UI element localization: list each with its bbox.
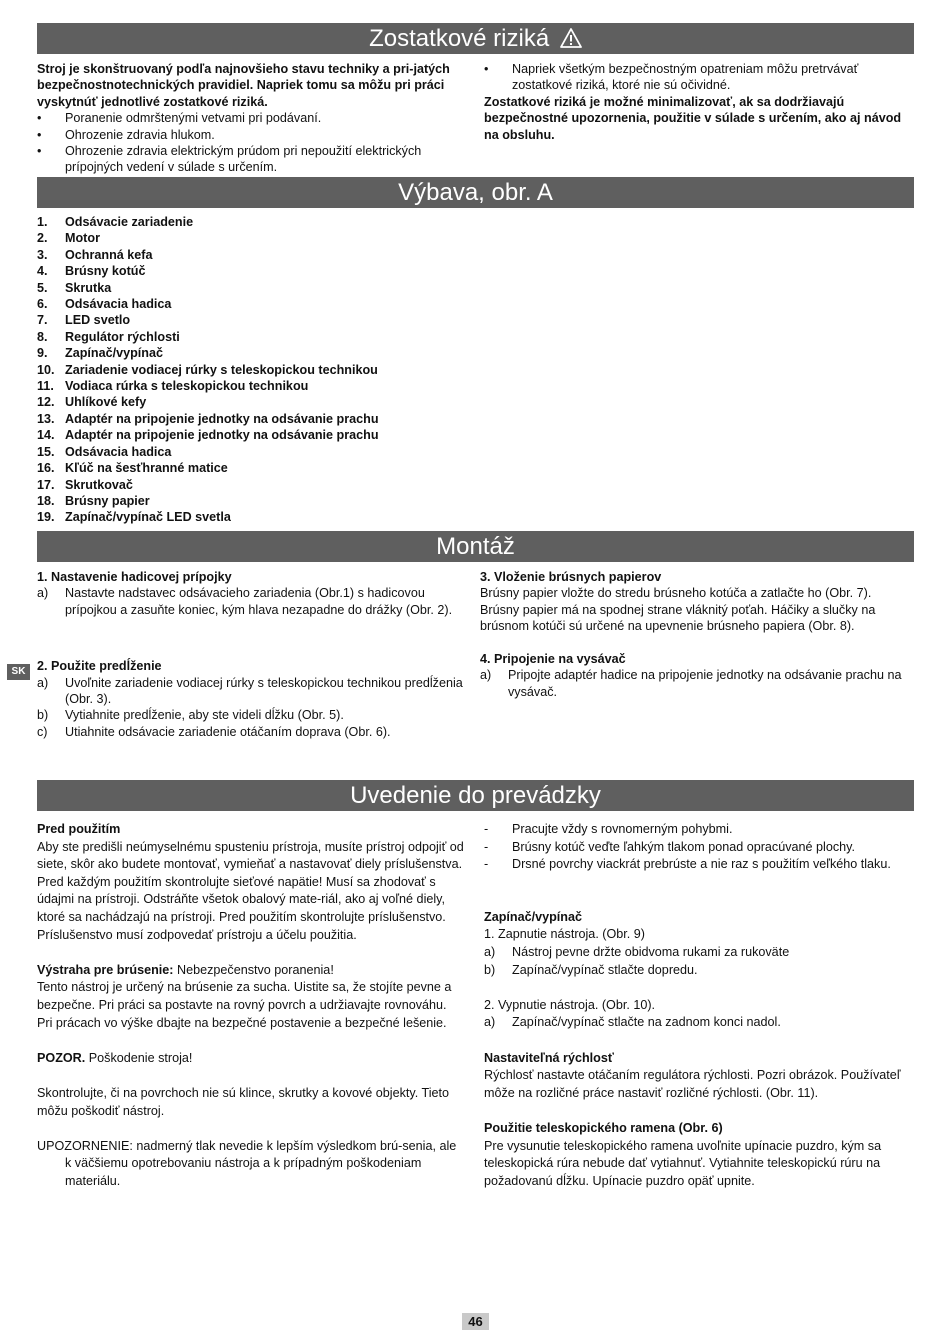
section-header-equipment xyxy=(37,177,914,208)
list-item: • Poranenie odmrštenými vetvami pri podávaní. xyxy=(37,111,322,126)
paragraph: Rýchlosť nastavte otáčaním regulátora rýchlosti. Pozri obrázok. Používateľ môže na rozličné práce nastaviť rozličné rýchlosti. (Obr. 11). xyxy=(484,1068,901,1100)
paragraph: Tento nástroj je určený na brúsenie za sucha. Uistite sa, že stojíte pevne a bezpečne. Pri práci sa postavte na rovný povrch a udržiavajte rovnováhu. Pri prácach vo výške dbajte na bezpečné postavenie a bezpečné lešenie. xyxy=(37,980,452,1030)
risks-intro: Stroj je skonštruovaný podľa najnovšieho stavu techniky a pri-jatých bezpečnostnotechnických pravidiel. Napriek tomu sa môžu pri práci vyskytnúť jednotlivé zostatkové riziká. xyxy=(37,62,450,109)
list-item: 17. Skrutkovač xyxy=(37,477,133,492)
list-item: 6. Odsávacia hadica xyxy=(37,297,172,312)
list-item: a) Nastavte nadstavec odsávacieho zariadenia (Obr.1) s hadicovou prípojkou a zasuňte koniec, kým hlava nezapadne do drážky (Obr. 2). xyxy=(37,586,453,617)
list-item: 4. Brúsny kotúč xyxy=(37,264,146,279)
list-item: 18. Brúsny papier xyxy=(37,493,150,508)
list-item: 13. Adaptér na pripojenie jednotky na odsávanie prachu xyxy=(37,411,379,426)
section-header-assembly xyxy=(37,531,914,562)
risks-conclusion: Zostatkové riziká je možné minimalizovať, ak sa dodržiavajú bezpečnostné upozornenia, použitie v súlade s určením, ako aj návod na obsluhu. xyxy=(484,94,902,142)
subsection-heading: Použitie teleskopického ramena (Obr. 6) xyxy=(484,1120,723,1135)
assembly-left-column xyxy=(37,569,463,740)
language-tab: SK xyxy=(7,664,30,680)
section-header-risks xyxy=(37,23,914,54)
list-item: 16. Kľúč na šesťhranné matice xyxy=(37,461,228,476)
warning-line: Výstraha pre brúsenie: Nebezpečenstvo poranenia! xyxy=(37,962,334,977)
section-title: Uvedenie do prevádzky xyxy=(350,782,601,809)
section-title: Výbava, obr. A xyxy=(398,179,553,206)
list-item: 11. Vodiaca rúrka s teleskopickou technikou xyxy=(37,379,309,394)
warning-triangle-icon xyxy=(560,28,582,48)
list-item: a) Zapínač/vypínač stlačte na zadnom konci nadol. xyxy=(484,1015,781,1030)
section-title: Zostatkové riziká xyxy=(369,25,550,52)
list-item: 9. Zapínač/vypínač xyxy=(37,346,163,361)
paragraph: Brúsny papier vložte do stredu brúsneho kotúča a zatlačte ho (Obr. 7). Brúsny papier má na spodnej strane vláknitý poťah. Háčiky a slučky na brúsnom kotúči sú určené na upevnenie brúsneho papiera (Obr. 8). xyxy=(480,586,876,634)
list-item: 3. Ochranná kefa xyxy=(37,247,153,262)
list-item: a) Nástroj pevne držte obidvoma rukami za rukoväte xyxy=(484,944,790,959)
note-paragraph: UPOZORNENIE: nadmerný tlak nevedie k lepším výsledkom brú-senia, ale k väčšiemu opotrebovaniu nástroja a k prípadným poškodeniam materiálu. xyxy=(37,1138,457,1188)
equipment-list xyxy=(37,214,637,526)
subsection-heading: Nastaviteľná rýchlosť xyxy=(484,1050,614,1065)
subsection-heading: 3. Vloženie brúsnych papierov xyxy=(480,570,662,584)
list-item: - Pracujte vždy s rovnomerným pohybmi. xyxy=(484,822,733,836)
subsection-heading: Zapínač/vypínač xyxy=(484,909,582,924)
assembly-right-column xyxy=(480,569,914,700)
list-item: c) Utiahnite odsávacie zariadenie otáčaním doprava (Obr. 6). xyxy=(37,724,391,739)
page-number: 46 xyxy=(462,1313,489,1330)
list-item: 15. Odsávacia hadica xyxy=(37,444,172,459)
operation-left-column xyxy=(37,821,465,1190)
list-item: - Brúsny kotúč veďte ľahkým tlakom ponad opracúvané plochy. xyxy=(484,839,855,854)
list-item: a) Uvoľnite zariadenie vodiacej rúrky s teleskopickou technikou predĺženia (Obr. 3). xyxy=(37,675,463,707)
list-item: 2. Motor xyxy=(37,231,100,246)
list-item: b) Vytiahnite predĺženie, aby ste videli dĺžku (Obr. 5). xyxy=(37,708,344,723)
list-item: • Ohrozenie zdravia elektrickým prúdom pri nepoužití elektrických prípojných vedení v súlade s určením. xyxy=(37,144,422,175)
list-item: • Napriek všetkým bezpečnostným opatreniam môžu pretrvávať zostatkové riziká, ktoré nie sú očividné. xyxy=(484,62,859,93)
step-title: 2. Vypnutie nástroja. (Obr. 10). xyxy=(484,997,656,1012)
paragraph: Aby ste predišli neúmyselnému spusteniu prístroja, musíte prístroj odpojiť od siete, skôr ako budete montovať, vymieňať a nastavovať diely príslušenstva. Pred každým použitím skontrolujte sieťové napätie! Musí sa zhodovať s údajmi na prístroji. Odstráňte všetok obalový mate-riál, ako aj voľné diely, ktoré sa nachádzajú na prístroji. Pred použitím skontrolujte príslušenstvo. Príslušenstvo musí zodpovedať prístroju a účelu použitia. xyxy=(37,839,464,942)
list-item: 12. Uhlíkové kefy xyxy=(37,395,147,410)
risks-left-column xyxy=(37,61,462,176)
list-item: 5. Skrutka xyxy=(37,280,112,295)
subsection-heading: 1. Nastavenie hadicovej prípojky xyxy=(37,570,232,584)
list-item: 1. Odsávacie zariadenie xyxy=(37,215,194,229)
list-item: 14. Adaptér na pripojenie jednotky na odsávanie prachu xyxy=(37,428,379,443)
list-item: 10. Zariadenie vodiacej rúrky s teleskopickou technikou xyxy=(37,362,378,377)
list-item: b) Zapínač/vypínač stlačte dopredu. xyxy=(484,962,698,977)
section-header-operation xyxy=(37,780,914,811)
subsection-heading: 4. Pripojenie na vysávač xyxy=(480,652,626,667)
list-item: 7. LED svetlo xyxy=(37,313,131,328)
operation-right-column xyxy=(484,821,914,1190)
caution-line: POZOR. Poškodenie stroja! xyxy=(37,1050,193,1065)
paragraph: Pre vysunutie teleskopického ramena uvoľnite upínacie puzdro, kým sa teleskopická rúra nebude dať vytiahnuť. Vytiahnite teleskopickú rúru na požadovanú dĺžku. Upínacie puzdro opäť upnite. xyxy=(484,1138,882,1188)
list-item: • Ohrozenie zdravia hlukom. xyxy=(37,127,215,142)
list-item: a) Pripojte adaptér hadice na pripojenie jednotky na odsávanie prachu na vysávač. xyxy=(480,668,902,699)
step-title: 1. Zapnutie nástroja. (Obr. 9) xyxy=(484,927,646,942)
list-item: 19. Zapínač/vypínač LED svetla xyxy=(37,510,231,525)
list-item: - Drsné povrchy viackrát prebrúste a nie raz s použitím veľkého tlaku. xyxy=(484,857,891,872)
list-item: 8. Regulátor rýchlosti xyxy=(37,329,180,344)
subsection-heading: Pred použitím xyxy=(37,822,121,836)
section-title: Montáž xyxy=(436,533,515,560)
risks-right-column xyxy=(484,61,909,143)
paragraph: Skontrolujte, či na povrchoch nie sú klince, skrutky a kovové objekty. Tieto môžu poškodiť nástroj. xyxy=(37,1085,450,1118)
subsection-heading: 2. Použite predĺženie xyxy=(37,659,162,674)
